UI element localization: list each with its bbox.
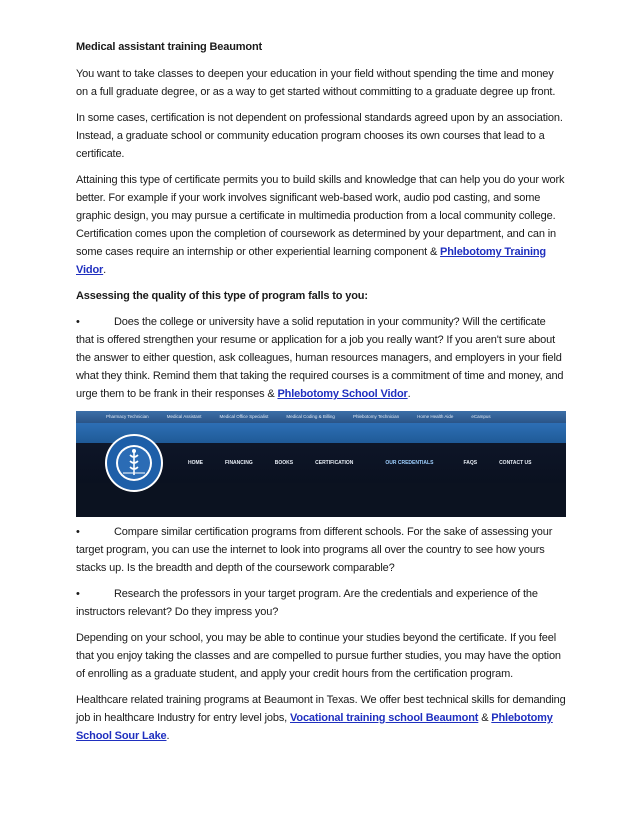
paragraph-certification: In some cases, certification is not dependent on professional standards agreed upon by an association. Instead, a graduate school or community education program chooses its own courses that lead to a certificate. — [76, 112, 563, 160]
bullet-text: Does the college or university have a solid reputation in your community? Will the certificate that is offered strengthen your resume or application for a job you really want? If you aren't sure about the answer to either question, ask colleagues, human resources managers, and employers in your field what they think. Remind them that taking the required courses is a commitment of time and money, and urge them to be frank in their responses & — [76, 316, 564, 400]
healthtech-logo-icon — [104, 433, 164, 493]
link-phlebotomy-training-vidor[interactable]: Phlebotomy Training Vidor — [76, 246, 546, 276]
banner-nav-credentials: OUR CREDENTIALS — [385, 460, 434, 466]
paragraph-connector: & — [478, 712, 492, 724]
bullet-text: Research the professors in your target program. Are the credentials and experience of the instructors relevant? Do they impress you? — [76, 588, 538, 618]
bullet-marker: • — [76, 588, 80, 600]
paragraph-continue-studies: Depending on your school, you may be able to continue your studies beyond the certificate. If you feel that you enjoy taking the classes and are compelled to pursue further studies, you may have the option of enrolling as a graduate student, and apply your credit hours from the certification program. — [76, 632, 561, 680]
page-title: Medical assistant training Beaumont — [76, 41, 263, 53]
section-heading: Assessing the quality of this type of program falls to you: — [76, 290, 368, 302]
bullet-marker: • — [76, 526, 80, 538]
banner-top-nav — [76, 411, 566, 423]
banner-nav-home: HOME — [188, 460, 203, 466]
paragraph-healthcare-programs — [76, 691, 566, 745]
link-phlebotomy-school-vidor[interactable]: Phlebotomy School Vidor — [277, 388, 408, 400]
document-page — [76, 38, 566, 753]
banner-nav-certification: CERTIFICATION — [315, 460, 354, 466]
paragraph-attaining — [76, 171, 566, 279]
bullet-end: . — [407, 388, 411, 400]
banner-nav-books: BOOKS — [274, 460, 294, 466]
banner-top-link: Medical Assistant — [166, 414, 202, 419]
banner-nav-contact: CONTACT US — [499, 460, 532, 466]
banner-top-link: Phlebotomy Technician — [352, 414, 400, 419]
paragraph-intro: You want to take classes to deepen your education in your field without spending the time and money on a full graduate degree, or as a way to get started without committing to a graduate degree up front. — [76, 68, 556, 98]
paragraph-end: . — [103, 264, 107, 276]
bullet-text: Compare similar certification programs from different schools. For the sake of assessing your target program, you can use the internet to look into programs all over the country to see how yours stacks up. Is the breadth and depth of the coursework comparable? — [76, 526, 553, 574]
banner-nav-financing: FINANCING — [225, 460, 253, 466]
link-vocational-training-beaumont[interactable]: Vocational training school Beaumont — [290, 712, 479, 724]
website-banner-image — [76, 411, 566, 517]
bullet-marker: • — [76, 316, 80, 328]
paragraph-text: Healthcare related training programs at Beaumont in Texas. We offer best technical skills for demanding job in healthcare Industry for entry level jobs, — [76, 694, 566, 724]
banner-top-link: Home Health Aide — [417, 414, 454, 419]
banner-top-link: Pharmacy Technician — [106, 414, 149, 419]
bullet-item-compare — [76, 523, 566, 577]
banner-top-link: eCampus — [471, 414, 491, 419]
bullet-item-reputation — [76, 313, 566, 403]
bullet-item-professors — [76, 585, 566, 621]
link-phlebotomy-school-sour-lake[interactable]: Phlebotomy School Sour Lake — [76, 712, 553, 742]
paragraph-text: Attaining this type of certificate permits you to build skills and knowledge that can help you do your work better. For example if your work involves significant web-based work, audio pod casting, and some graphic design, you may pursue a certificate in multimedia production from a local community college. Certification comes upon the completion of coursework as determined by your department, and can in some cases require an internship or other experiential learning component & — [76, 174, 565, 258]
banner-top-link: Medical Coding & Billing — [286, 414, 335, 419]
banner-nav-faqs: FAQS — [463, 460, 478, 466]
paragraph-end: . — [166, 730, 170, 742]
banner-top-link: Medical Office Specialist — [219, 414, 269, 419]
